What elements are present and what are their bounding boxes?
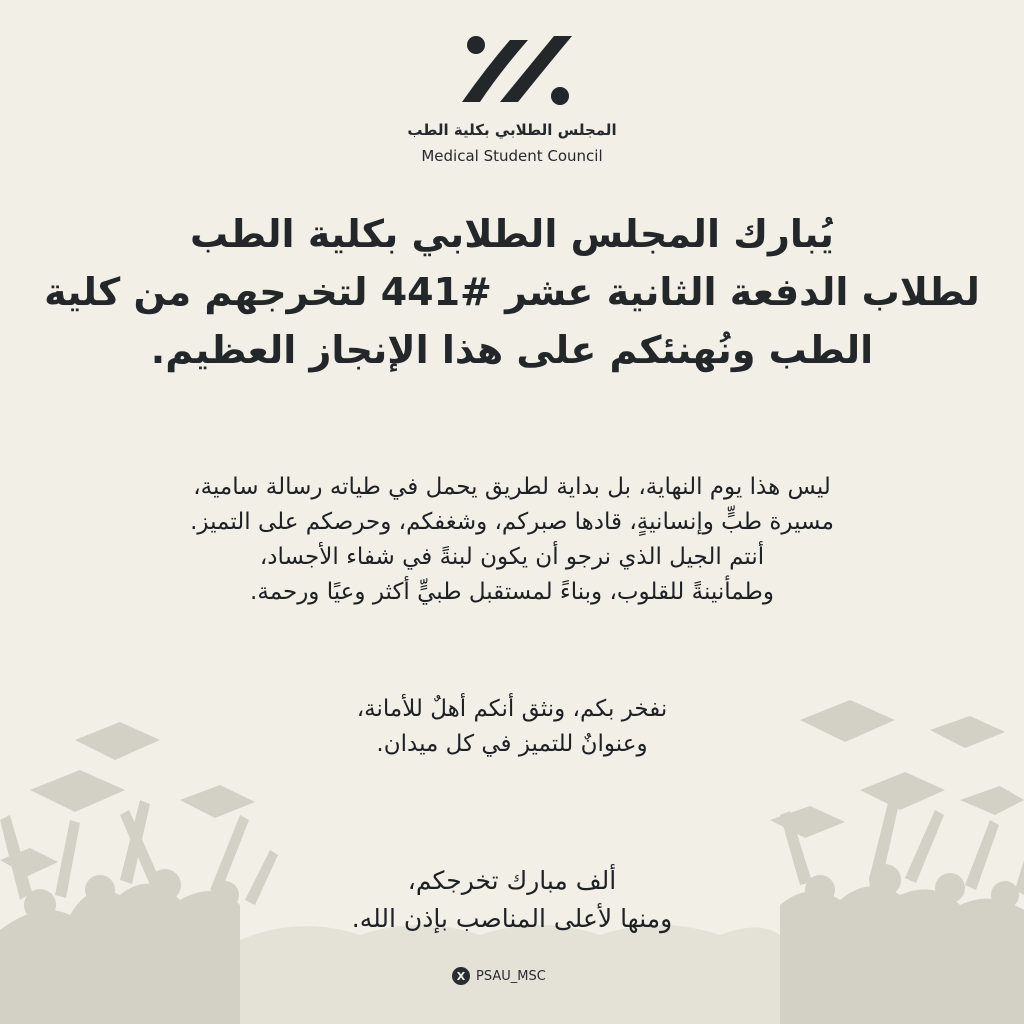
paragraph-line: وطمأنينةً للقلوب، وبناءً لمستقبل طبيٍّ أكثر وعيًا ورحمة. xyxy=(250,579,774,605)
paragraph-line: ألف مبارك تخرجكم، xyxy=(407,866,617,895)
council-name-english: Medical Student Council xyxy=(421,147,603,165)
social-handle[interactable] xyxy=(452,967,546,985)
message-paragraph-2 xyxy=(60,692,964,762)
headline-line: يُبارك المجلس الطلابي بكلية الطب xyxy=(190,212,834,256)
headline-line: لطلاب الدفعة الثانية عشر #441 لتخرجهم من كلية xyxy=(44,270,980,314)
message-paragraph-1 xyxy=(60,470,964,610)
paragraph-line: نفخر بكم، ونثق أنكم أهلٌ للأمانة، xyxy=(356,696,668,722)
council-name-arabic: المجلس الطلابي بكلية الطب xyxy=(407,121,617,139)
congratulation-headline xyxy=(40,205,984,379)
paragraph-line: ليس هذا يوم النهاية، بل بداية لطريق يحمل في طياته رسالة سامية، xyxy=(193,474,831,500)
x-logo-icon: X xyxy=(452,967,470,985)
council-logo xyxy=(462,32,580,108)
handle-text: PSAU_MSC xyxy=(476,968,546,984)
paragraph-line: مسيرة طبٍّ وإنسانيةٍ، قادها صبركم، وشغفكم، وحرصكم على التميز. xyxy=(190,509,834,535)
paragraph-line: ومنها لأعلى المناصب بإذن الله. xyxy=(351,904,673,933)
paragraph-line: وعنوانٌ للتميز في كل ميدان. xyxy=(376,731,648,757)
headline-line: الطب ونُهنئكم على هذا الإنجاز العظيم. xyxy=(150,328,874,372)
paragraph-line: أنتم الجيل الذي نرجو أن يكون لبنةً في شفاء الأجساد، xyxy=(259,544,765,570)
closing-paragraph xyxy=(60,862,964,938)
